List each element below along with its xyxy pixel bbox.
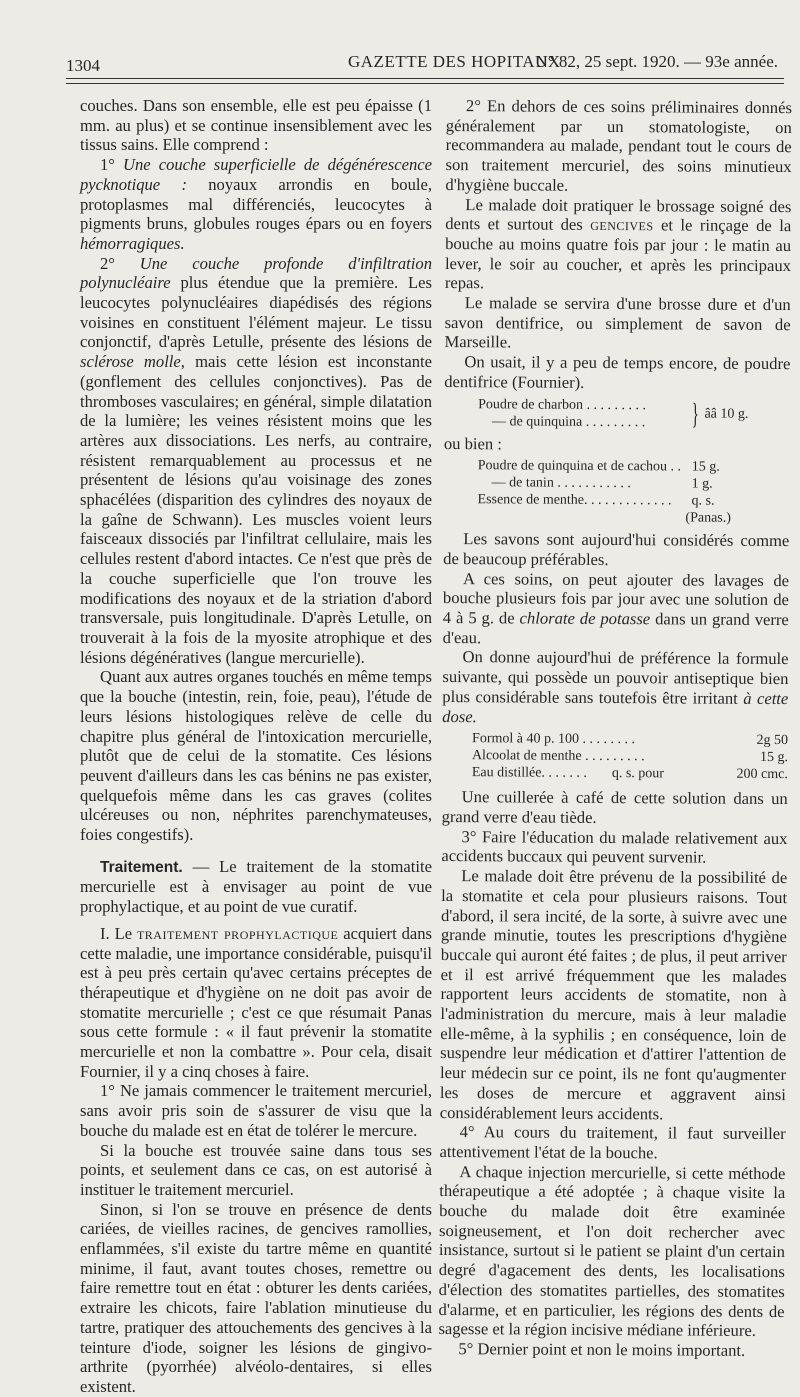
- paragraph: [80, 924, 432, 1082]
- italic-term: hémorragiques.: [80, 233, 185, 253]
- formula-line: Poudre de charbon . . . . . . . . .: [478, 396, 647, 413]
- list-number: 1°: [100, 155, 123, 175]
- paragraph-text: Le malade doit pratiquer le brossage soigné des dents et surtout des: [445, 194, 792, 235]
- formula-quantity: 2g 50: [756, 733, 789, 749]
- paragraph: [80, 254, 432, 668]
- paragraph: ou bien :: [443, 433, 503, 453]
- paragraph-text: A ces soins, on peut ajouter des lavages de bouche plusieurs fois par jour avec une solution de 4 à 5 g. de: [442, 568, 790, 628]
- formula-quantity: 15 g.: [759, 750, 789, 766]
- paragraph: 2° En dehors de ces soins préliminaires donnés généralement par un stomatologiste, on recommandera au malade, pendant tout le cours de son traitement mercuriel, des soins minutieux d'hygiène buccale.: [445, 96, 792, 195]
- paragraph: Le malade doit être prévenu de la possibilité de la stomatite et cela pour plusieurs raisons. Tout d'abord, il sera incité, de la sorte, à suivre avec une grande minutie, toutes les prescriptions d'hygiène buccale qui auront été faites ; de plus, il peut arriver et il est arrivé fréquemment que les malades rapportent leurs accidents de stomatite, non à l'administration du mercure, mais à leur maladie elle-même, à la syphilis ; en conséquence, loin de suspendre leur médication et d'attirer l'attention de leur médecin sur ce point, ils ne font qu'augmenter les doses de mercure et aggravent ainsi considérablement leurs accidents.: [439, 866, 788, 1123]
- paragraph: Si la bouche est trouvée saine dans tous ses points, et seulement dans ce cas, on est autorisé à instituer le traitement mercuriel.: [80, 1140, 432, 1199]
- paragraph: [80, 857, 432, 917]
- italic-term: à cette dose.: [442, 688, 789, 726]
- formula-powder: [478, 396, 790, 432]
- paragraph: [445, 195, 792, 296]
- italic-term: chlorate de potasse: [519, 608, 651, 629]
- formula-ingredient: — de tanin . . . . . . . . . . .: [491, 475, 631, 492]
- paragraph: [80, 155, 432, 254]
- formula-ingredient: Alcoolat de menthe . . . . . . . . .: [471, 748, 645, 765]
- paragraph-text: noyaux arrondis en boule, protoplasmes mal différenciés, leucocytes à pigments bruns, globules rouges épars ou en foyers: [80, 174, 433, 234]
- paragraph: Les savons sont aujourd'hui considérés comme de beaucoup préférables.: [443, 529, 790, 569]
- paragraph-text: et le rinçage de la bouche au moins quatre fois par jour : le matin au lever, le soir au coucher, et après les principaux repas.: [444, 215, 792, 293]
- paragraph: 5° Dernier point et non le moins important.: [458, 1339, 746, 1360]
- formula-quantity: 15 g.: [691, 459, 720, 475]
- formula-formol: [472, 730, 788, 783]
- formula-ingredient: Essence de menthe. . . . . . . . . . . . .: [477, 492, 672, 509]
- italic-term: Une couche profonde d'infiltration polynucléaire: [80, 253, 432, 293]
- italic-term: Une couche superficielle de dégénérescence pycknotique :: [80, 155, 432, 194]
- paragraph: Une cuillerée à café de cette solution dans un grand verre d'eau tiède.: [441, 787, 788, 827]
- brace-glyph: }: [691, 397, 699, 431]
- paragraph: 3° Faire l'éducation du malade relativement aux accidents buccaux qui peuvent survenir.: [441, 826, 788, 867]
- small-caps-term: gencives: [590, 215, 654, 235]
- paragraph-text: , mais cette lésion est inconstante (gonflement des cellules conjonctives). Pas de thromboses vasculaires; en général, simple dilatation de la lumière; les veines résistent moins que les artères aux dissociations. Les nerfs, au contraire, résistent remarquablement au processus et ne présentent de lésions qu'au voisinage des zones sphacélées (disparition des cylindres des noyaux de la gaîne de Schwann). Les muscles voient leurs faisceaux dissociés par l'infiltrat cellulaire, mais les cellules restent d'abord intactes. Ce n'est que près de la couche superficielle que l'on trouve les modifications des noyaux et de la striation d'abord transversale, puis longitudinale. D'après Letulle, on trouverait à la fois de la myosite atrophique et des lésions dégénératives (langue mercurielle).: [80, 352, 432, 667]
- formula-ingredient: Poudre de quinquina et de cachou . .: [477, 458, 682, 475]
- header-rule: [66, 78, 784, 79]
- formula-ingredient: Formol à 40 p. 100 . . . . . . . .: [472, 731, 636, 748]
- paragraph: [443, 569, 789, 650]
- italic-term: sclérose molle: [80, 352, 181, 372]
- publication-title: GAZETTE DES HOPITAUX: [348, 52, 561, 71]
- formula-ingredient: Eau distillée. . . . . . .: [471, 765, 588, 782]
- header-rule-thin: [66, 83, 784, 84]
- formula-qualifier: q. s. pour: [611, 766, 665, 782]
- paragraph-text: I. Le: [100, 923, 137, 943]
- formula-source: (Panas.): [685, 510, 731, 526]
- paragraph-text: — Le traitement de la stomatite mercurielle est à envisager au point de vue prophylactique, et au point de vue curatif.: [80, 856, 432, 917]
- paragraph: [442, 647, 788, 728]
- left-column: [80, 96, 432, 1397]
- issue-info: N° 82, 25 sept. 1920. — 93e année.: [535, 52, 778, 71]
- formula-quantity: q. s.: [691, 493, 715, 509]
- formula-quinquina: [477, 457, 789, 527]
- paragraph: Quant aux autres organes touchés en même temps que la bouche (intestin, rein, foie, peau), l'étude de leurs lésions histologiques relève de celle du chapitre plus général de l'intoxication mercurielle, plutôt que de celui de la stomatite. Ces lésions peuvent d'ailleurs dans les cas bénins ne pas exister, quelquefois même dans les cas graves (colites ulcéreuses ou non, néphrites parenchymateuses, foies congestifs).: [80, 667, 432, 845]
- paragraph: Sinon, si l'on se trouve en présence de dents cariées, de vieilles racines, de gencives ramollies, enflammées, s'il existe du tartre même en quantité minime, il faut, avant toutes choses, remettre ou faire remettre tout en état : obturer les dents cariées, extraire les chicots, faire l'ablation minutieuse du tartre, pratiquer des attouchements des gencives à la teinture d'iode, soigner les lésions de gingivo-arthrite (pyorrhée) alvéolo-dentaires, si elles existent.: [80, 1199, 432, 1396]
- paragraph: 1° Ne jamais commencer le traitement mercuriel, sans avoir pris soin de s'assurer de visu que la bouche du malade est en état de tolérer le mercure.: [80, 1081, 432, 1140]
- page-number: 1304: [66, 56, 100, 75]
- paragraph-text: acquiert dans cette maladie, une importance considérable, puisqu'il est à peu près certain qu'avec certains préceptes de thérapeutique et d'hygiène on ne doit pas avoir de stomatite mercurielle ; c'est ce que résumait Panas sous cette formule : « il faut prévenir la stomatite mercurielle et non la combattre ». Pour cela, disait Fournier, il y a cinq choses à faire.: [80, 923, 432, 1081]
- paragraph-text: plus étendue que la première. Les leucocytes polynucléaires diapédisés des régions voisines en constituent l'élément majeur. Le tissu conjonctif, d'après Letulle, présente des lésions de: [80, 273, 432, 352]
- formula-quantity: 200 cmc.: [736, 767, 788, 783]
- formula-line: — de quinquina . . . . . . . . .: [491, 413, 646, 430]
- formula-quantity: ââ 10 g.: [704, 406, 749, 422]
- page-header: [66, 50, 786, 76]
- paragraph: A chaque injection mercurielle, si cette méthode thérapeutique a été adoptée ; à chaque visite la bouche du malade doit être examinée soigneusement, et l'on doit rechercher avec insistance, surtout si le patient se plaint d'un certain degré d'agacement des dents, les localisations d'élection des stomatites partielles, des stomatites d'alarme, et en particulier, les régions des dents de sagesse et la région incisive médiane inférieure.: [438, 1161, 786, 1341]
- paragraph: 4° Au cours du traitement, il faut surveiller attentivement l'état de la bouche.: [439, 1122, 786, 1163]
- right-column: [438, 96, 792, 1361]
- paragraph: On usait, il y a peu de temps encore, de poudre dentifrice (Fournier).: [444, 352, 791, 392]
- paragraph: Le malade se servira d'une brosse dure et d'un savon dentifrice, ou simplement de savon de Marseille.: [444, 293, 791, 352]
- paragraph: couches. Dans son ensemble, elle est peu épaisse (1 mm. au plus) et se continue insensiblement avec les tissus sains. Elle comprend :: [80, 96, 432, 155]
- paragraph-text: dans un grand verre d'eau.: [442, 609, 789, 647]
- section-heading: Traitement.: [100, 858, 183, 876]
- list-number: 2°: [100, 253, 140, 273]
- small-caps-term: traitement prophylactique: [136, 923, 339, 943]
- paragraph-text: On donne aujourd'hui de préférence la formule suivante, qui possède un pouvoir antiseptique bien plus considérable sans toutefois être irritant: [442, 647, 789, 708]
- formula-quantity: 1 g.: [691, 476, 713, 492]
